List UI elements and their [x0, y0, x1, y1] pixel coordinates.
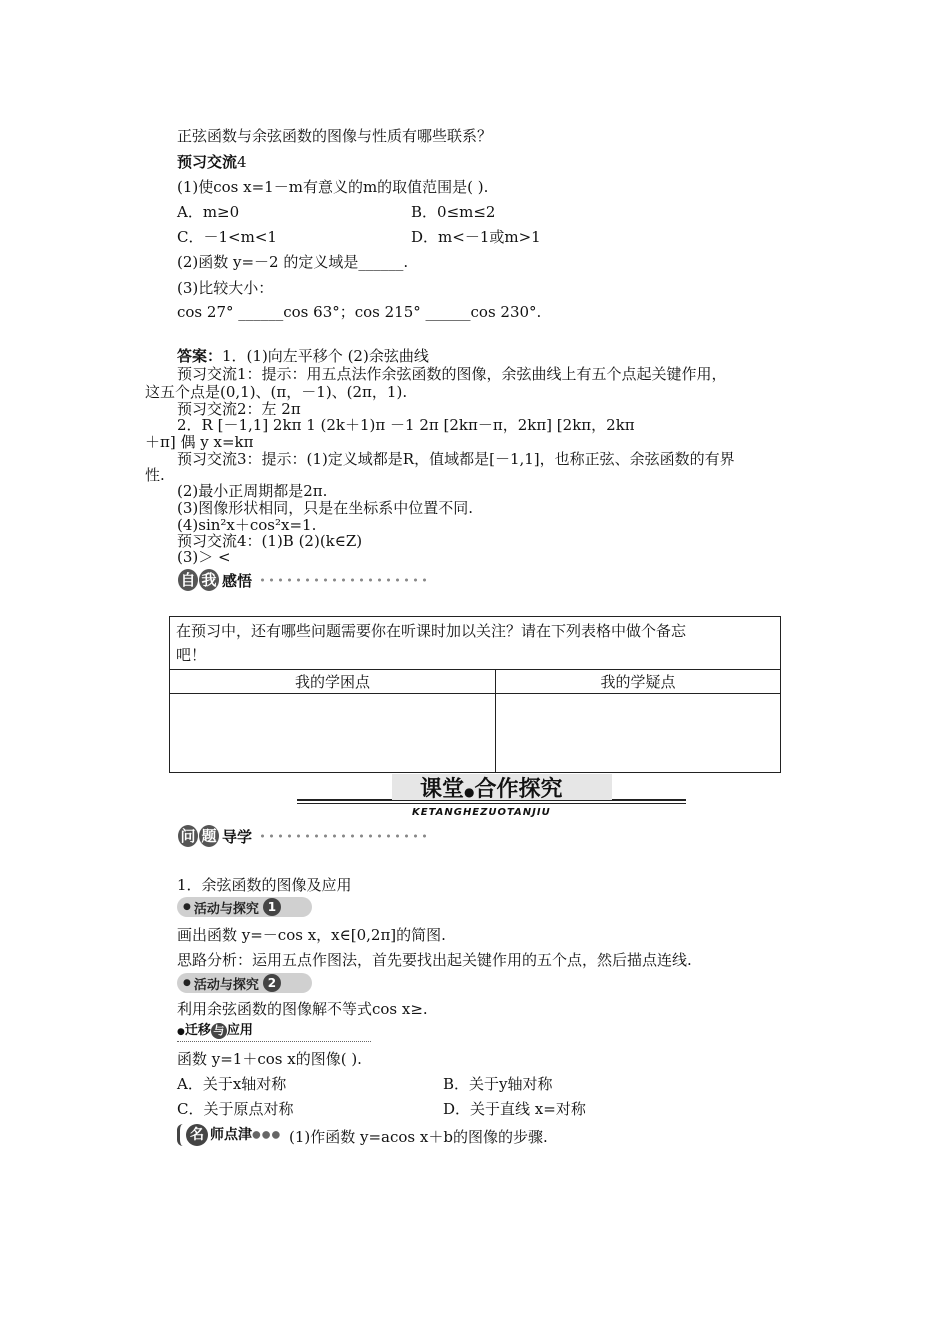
- answer-line-6: ＋π] 偶 y x=kπ: [145, 433, 254, 451]
- activity-2-number: 2: [263, 974, 281, 992]
- answer-text-1: 1．(1)向左平移个 (2)余弦曲线: [222, 347, 429, 365]
- transfer-option-d: D．关于直线 x=对称: [443, 1100, 586, 1118]
- answer-line-12: 预习交流4：(1)B (2)(k∈Z): [177, 532, 363, 550]
- section-banner-title: 课堂●合作探究: [420, 777, 563, 802]
- memo-col-header-doubts: 我的学疑点: [496, 670, 781, 694]
- activity-1-label: 活动与探究: [193, 901, 259, 917]
- activity-2-label: 活动与探究: [193, 977, 259, 993]
- answer-label: 答案：: [177, 347, 223, 365]
- answer-line-11: (4)sin²x＋cos²x=1.: [177, 516, 317, 534]
- question-text: 正弦函数与余弦函数的图像与性质有哪些联系？: [177, 127, 493, 145]
- dotted-divider: [258, 578, 428, 582]
- teacher-dots: ●●●: [252, 1129, 282, 1141]
- self-reflect-badge-2: 我: [199, 569, 219, 591]
- guide-badge-1: 问: [178, 825, 198, 847]
- guide-banner: [178, 824, 428, 848]
- memo-cell-difficulties[interactable]: [170, 694, 496, 773]
- teacher-label: 师点津: [210, 1126, 252, 1143]
- teacher-tip-text: (1)作函数 y=acos x＋b的图像的步骤.: [289, 1128, 548, 1146]
- preview4-q1: (1)使cos x=1－m有意义的m的取值范围是( ).: [177, 178, 489, 196]
- preview4-q3: (3)比较大小：: [177, 279, 274, 297]
- answer-line-7: 预习交流3：提示：(1)定义域都是R，值域都是[－1,1]，也称正弦、余弦函数的有界: [177, 450, 735, 468]
- activity-1-hint: 思路分析：运用五点作图法，首先要找出起关键作用的五个点，然后描点连线.: [177, 951, 692, 969]
- self-reflect-badge-1: 自: [178, 569, 198, 591]
- answer-line-3: 这五个点是(0,1)、(π，－1)、(2π，1).: [145, 383, 408, 401]
- transfer-question: 函数 y=1＋cos x的图像( ).: [177, 1050, 362, 1068]
- transfer-option-a: A．关于x轴对称: [177, 1075, 287, 1093]
- preview4-number: 4: [237, 153, 247, 171]
- transfer-label-b: 与: [211, 1023, 227, 1039]
- memo-table: [169, 616, 781, 773]
- preview4-q3-line: cos 27° ______cos 63°；cos 215° ______cos 230°.: [177, 303, 542, 321]
- self-reflect-banner: [178, 568, 428, 592]
- answer-line-13: (3)＞ <: [177, 548, 231, 566]
- section-title-part2: 合作探究: [474, 777, 563, 802]
- preview4-option-c: C．－1<m<1: [177, 228, 277, 246]
- memo-prompt-line-1: 在预习中，还有哪些问题需要你在听课时加以关注？请在下列表格中做个备忘: [176, 622, 687, 640]
- activity-1-number: 1: [263, 898, 281, 916]
- guide-label: 导学: [222, 827, 253, 846]
- memo-prompt-line-2: 吧！: [176, 646, 207, 664]
- activity-1-badge: ● 活动与探究 1: [177, 897, 312, 917]
- answer-line-2: 预习交流1：提示：用五点法作余弦函数的图像，余弦曲线上有五个点起关键作用，: [177, 365, 727, 383]
- section-title-part1: 课堂: [420, 777, 465, 802]
- memo-prompt-cell: [170, 617, 781, 670]
- memo-cell-doubts[interactable]: [496, 694, 781, 773]
- preview4-title: 预习交流: [177, 153, 238, 171]
- activity-1-question: 画出函数 y=－cos x，x∈[0,2π]的简图.: [177, 926, 446, 944]
- self-reflect-label: 感悟: [222, 571, 253, 590]
- answer-line-10: (3)图像形状相同，只是在坐标系中位置不同.: [177, 499, 474, 517]
- preview4-option-a: A．m≥0: [177, 203, 240, 221]
- activity-2-question: 利用余弦函数的图像解不等式cos x≥.: [177, 1000, 428, 1018]
- activity-2-badge: ● 活动与探究 2: [177, 973, 312, 993]
- answer-line-1: [177, 348, 429, 365]
- preview4-option-d: D．m<－1或m>1: [411, 228, 541, 246]
- transfer-label-a: 迁移: [184, 1023, 211, 1038]
- preview4-option-b: B．0≤m≤2: [411, 203, 496, 221]
- preview4-q2: (2)函数 y=－2 的定义域是______.: [177, 253, 409, 271]
- preview4-heading: [177, 154, 247, 171]
- teacher-bracket-icon: [177, 1124, 186, 1146]
- answer-line-4: 预习交流2：左 2π: [177, 400, 301, 418]
- teacher-tip-badge: [177, 1124, 281, 1146]
- transfer-underline: [177, 1041, 371, 1042]
- transfer-option-c: C．关于原点对称: [177, 1100, 294, 1118]
- answer-line-5: 2．R [－1,1] 2kπ 1 (2k＋1)π －1 2π [2kπ－π，2kπ] [2kπ，2kπ: [177, 416, 635, 434]
- transfer-label-c: 应用: [226, 1023, 253, 1038]
- transfer-option-b: B．关于y轴对称: [443, 1075, 553, 1093]
- section-banner-subtitle: KETANGHEZUOTANJIU: [412, 807, 551, 818]
- topic-1-heading: 1．余弦函数的图像及应用: [177, 876, 352, 894]
- dotted-divider: [258, 834, 428, 838]
- guide-badge-2: 题: [199, 825, 219, 847]
- memo-col-header-difficulties: 我的学困点: [170, 670, 496, 694]
- answer-line-9: (2)最小正周期都是2π.: [177, 482, 328, 500]
- answer-line-8: 性.: [145, 466, 165, 484]
- transfer-badge: ●迁移 与 应用: [177, 1023, 253, 1038]
- teacher-badge: 名: [186, 1124, 208, 1146]
- section-banner-line-thin: [297, 803, 686, 804]
